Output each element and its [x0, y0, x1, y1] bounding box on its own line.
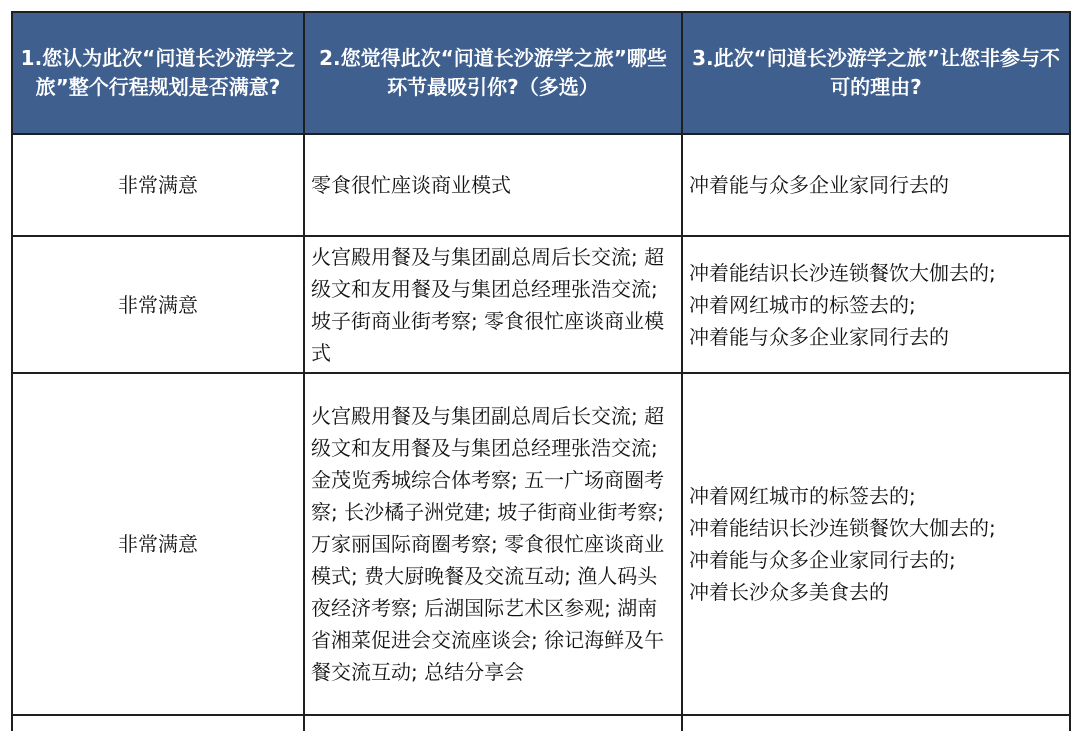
- satisfaction-cell: 非常满意: [12, 373, 304, 715]
- highlights-cell: 零食很忙座谈商业模式: [304, 134, 682, 236]
- reason-line: 冲着长沙众多美食去的: [689, 580, 889, 604]
- reasons-cell: [682, 134, 1070, 236]
- header-row: [12, 12, 1070, 134]
- satisfaction-cell: 非常满意: [12, 134, 304, 236]
- reason-line: 冲着能与众多企业家同行去的: [689, 324, 949, 349]
- table-row: [12, 134, 1070, 236]
- satisfaction-cell: 非常满意: [12, 236, 304, 373]
- reason-line: 冲着能与众多企业家同行去的: [689, 173, 949, 197]
- reasons-cell: [682, 236, 1070, 373]
- table-row: [12, 236, 1070, 373]
- reason-line: 冲着网红城市的标签去的;: [689, 292, 916, 317]
- highlights-cell: 火宫殿用餐及与集团副总周后长交流; 超级文和友用餐及与集团总经理张浩交流; 坡子街商业街考察; 零食很忙座谈商业模式: [304, 236, 682, 373]
- reason-line: 冲着能与众多企业家同行去的;: [689, 548, 956, 572]
- empty-cell: [682, 715, 1070, 731]
- question-2-header: 2.您觉得此次“问道长沙游学之旅”哪些环节最吸引你?（多选）: [304, 12, 682, 134]
- survey-table: [11, 11, 1071, 731]
- question-1-header: 1.您认为此次“问道长沙游学之旅”整个行程规划是否满意?: [12, 12, 304, 134]
- reasons-cell: [682, 373, 1070, 715]
- reason-line: 冲着能结识长沙连锁餐饮大伽去的;: [689, 516, 996, 540]
- reason-line: 冲着能结识长沙连锁餐饮大伽去的;: [689, 260, 996, 285]
- highlights-cell: 火宫殿用餐及与集团副总周后长交流; 超级文和友用餐及与集团总经理张浩交流; 金茂览秀城综合体考察; 五一广场商圈考察; 长沙橘子洲党建; 坡子街商业街考察; 万家丽国际商圈考察; 零食很忙座谈商业模式; 费大厨晚餐及交流互动; 渔人码头夜经济考察; 后湖国际艺术区参观; 湖南省湘菜促进会交流座谈会; 徐记海鲜及午餐交流互动; 总结分享会: [304, 373, 682, 715]
- reason-line: 冲着网红城市的标签去的;: [689, 484, 916, 508]
- empty-cell: [304, 715, 682, 731]
- question-3-header: 3.此次“问道长沙游学之旅”让您非参与不可的理由?: [682, 12, 1070, 134]
- table-row-partial: [12, 715, 1070, 731]
- table-row: [12, 373, 1070, 715]
- empty-cell: [12, 715, 304, 731]
